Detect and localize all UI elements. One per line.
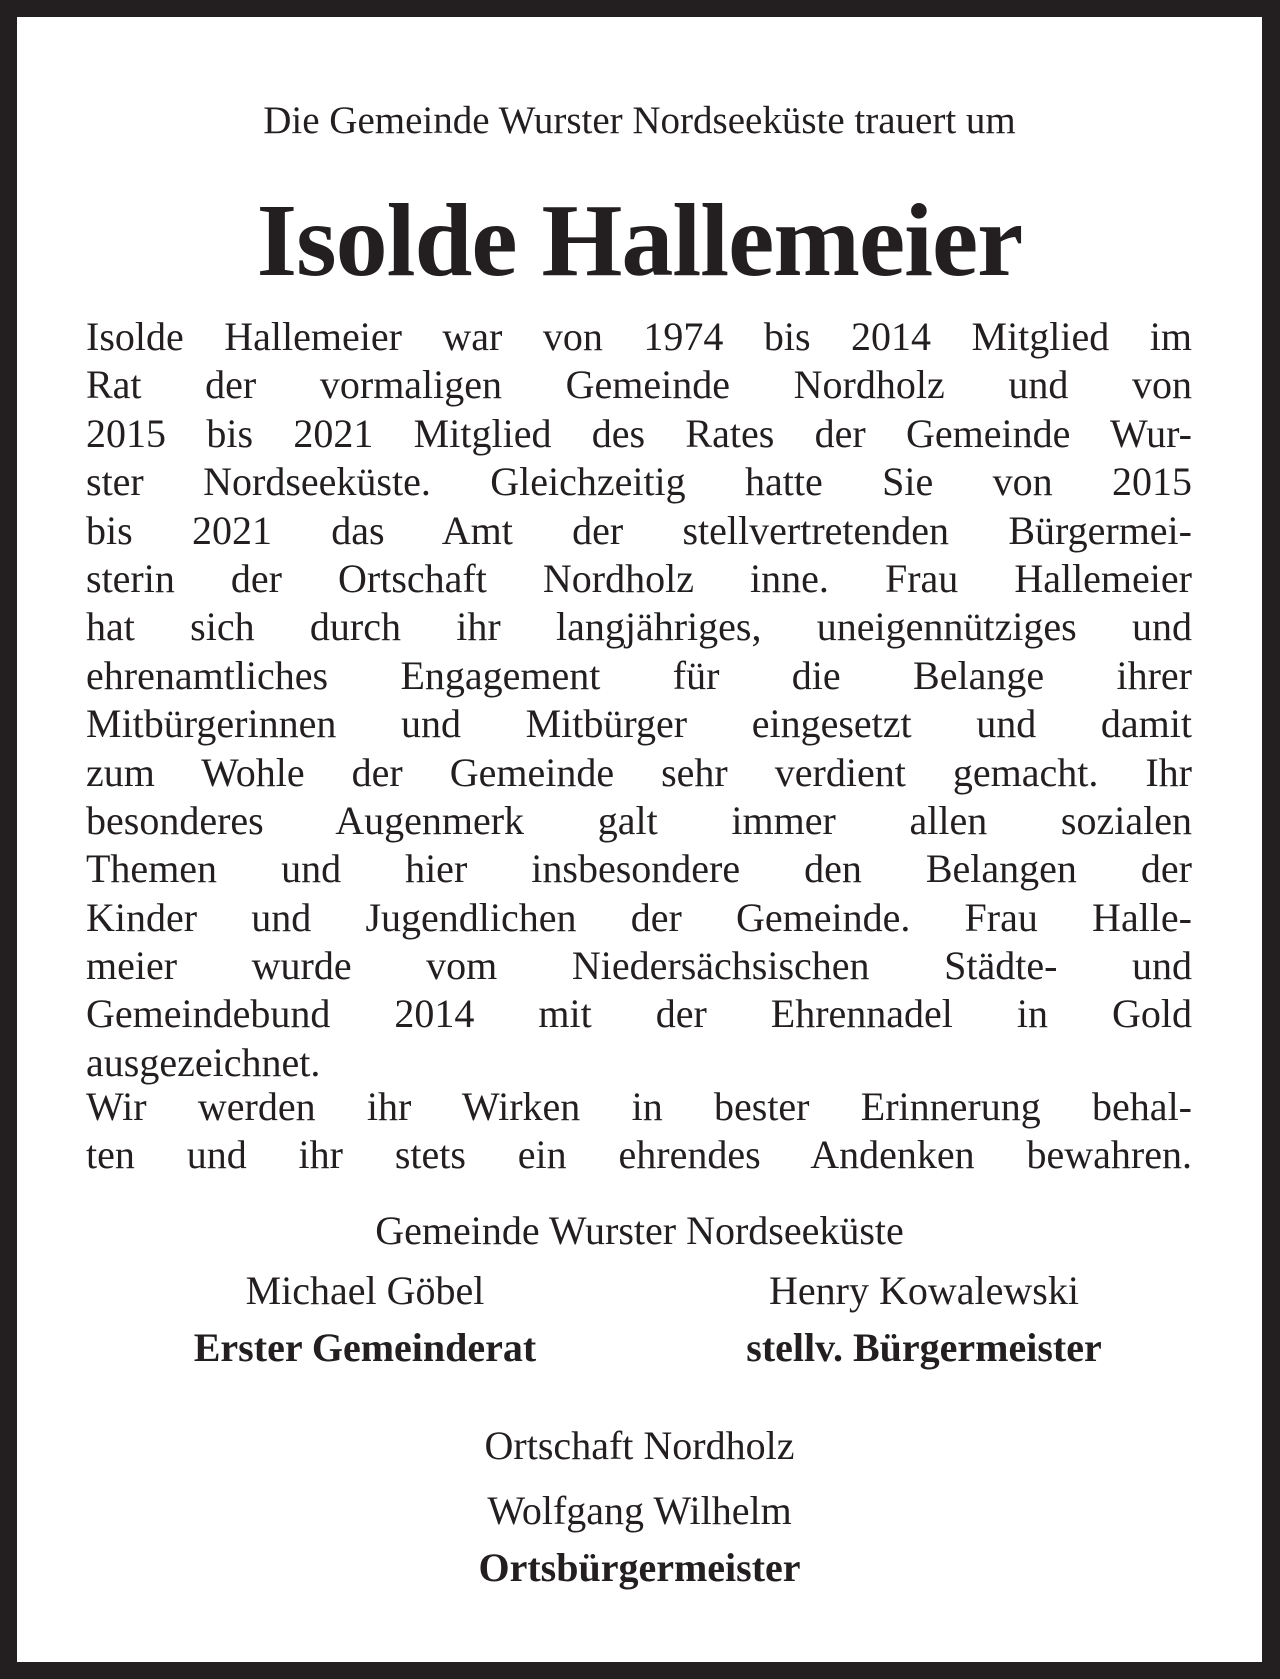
body-line: Wir werden ihr Wirken in bester Erinnerung behal- [86, 1084, 1192, 1129]
body-line: Isolde Hallemeier war von 1974 bis 2014 Mitglied im [86, 314, 1192, 359]
signature-left-name: Michael Göbel [245, 1268, 485, 1313]
signature-bottom-title: Ortsbürgermeister [478, 1545, 801, 1590]
signature-organization: Gemeinde Wurster Nordseeküste [375, 1208, 904, 1253]
signature-locality: Ortschaft Nordholz [484, 1423, 795, 1468]
obituary-notice [17, 17, 1262, 1662]
body-paragraph-2 [86, 1083, 1192, 1180]
body-line: Rat der vormaligen Gemeinde Nordholz und von [86, 362, 1192, 408]
body-line: ten und ihr stets ein ehrendes Andenken bewahren. [86, 1132, 1192, 1178]
body-line: ausgezeichnet. [86, 1039, 321, 1085]
intro-text: Die Gemeinde Wurster Nordseeküste trauert um [263, 99, 1016, 142]
body-line: meier wurde vom Niedersächsischen Städte- und [86, 943, 1192, 989]
body-line: zum Wohle der Gemeinde sehr verdient gemacht. Ihr [86, 749, 1192, 795]
body-line: ehrenamtliches Engagement für die Belange ihrer [86, 652, 1192, 698]
body-line: ster Nordseeküste. Gleichzeitig hatte Sie von 2015 [86, 459, 1192, 505]
signature-left-title: Erster Gemeinderat [193, 1325, 537, 1370]
body-line: hat sich durch ihr langjähriges, uneigennütziges und [86, 604, 1192, 650]
body-line: bis 2021 das Amt der stellvertretenden Bürgermei- [86, 507, 1192, 553]
signature-bottom-name: Wolfgang Wilhelm [487, 1488, 792, 1533]
body-line: besonderes Augenmerk galt immer allen sozialen [86, 797, 1192, 843]
signature-right-name: Henry Kowalewski [769, 1268, 1079, 1313]
body-line: 2015 bis 2021 Mitglied des Rates der Gemeinde Wur- [86, 410, 1192, 456]
deceased-name: Isolde Hallemeier [256, 183, 1023, 298]
body-paragraph-1 [86, 313, 1192, 1087]
signature-right-title: stellv. Bürgermeister [746, 1325, 1102, 1370]
body-line: Kinder und Jugendlichen der Gemeinde. Frau Halle- [86, 894, 1192, 940]
body-line: Gemeindebund 2014 mit der Ehrennadel in Gold [86, 991, 1192, 1037]
body-line: sterin der Ortschaft Nordholz inne. Frau Hallemeier [86, 555, 1192, 601]
body-line: Mitbürgerinnen und Mitbürger eingesetzt und damit [86, 701, 1192, 747]
body-line: Themen und hier insbesondere den Belangen der [86, 846, 1192, 892]
